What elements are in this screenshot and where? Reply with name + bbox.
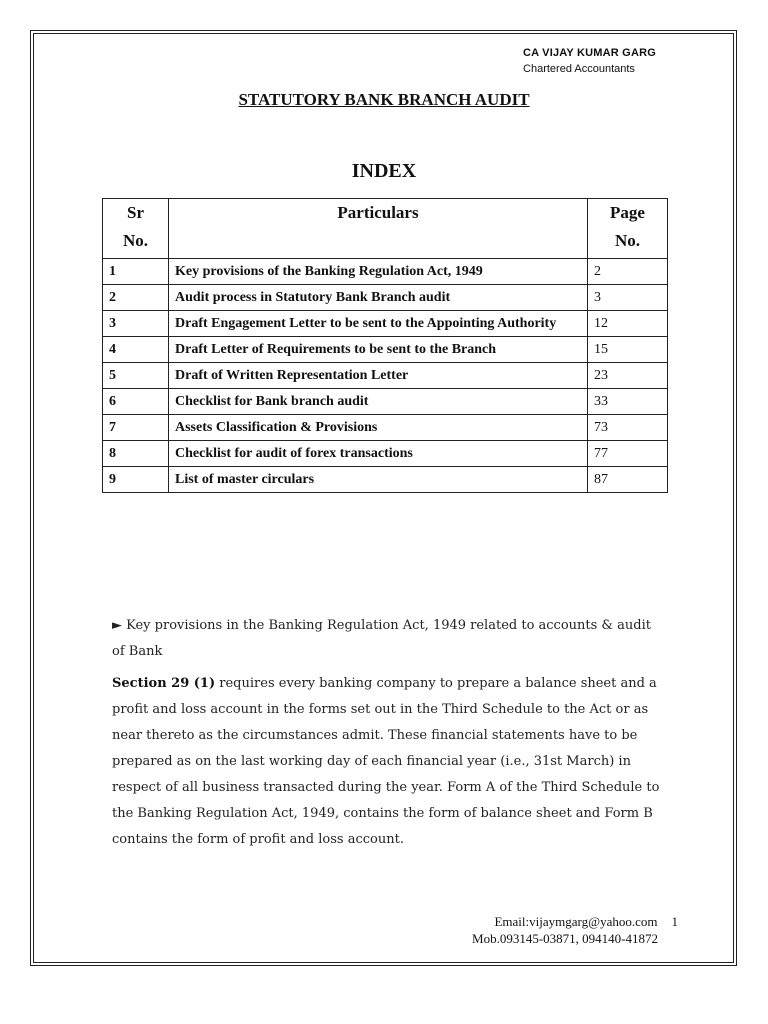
row-particular: Checklist for Bank branch audit bbox=[169, 389, 588, 415]
header-page-no bbox=[588, 199, 668, 259]
row-sr: 4 bbox=[103, 337, 169, 363]
table-row bbox=[103, 259, 668, 285]
row-page: 15 bbox=[588, 337, 668, 363]
index-heading: INDEX bbox=[351, 160, 417, 182]
table-row bbox=[103, 311, 668, 337]
row-sr: 8 bbox=[103, 441, 169, 467]
page-number: 1 bbox=[671, 914, 678, 929]
row-page: 77 bbox=[588, 441, 668, 467]
index-table bbox=[102, 198, 668, 493]
row-particular: Key provisions of the Banking Regulation Act, 1949 bbox=[169, 259, 588, 285]
row-particular: Draft Letter of Requirements to be sent to the Branch bbox=[169, 337, 588, 363]
row-page: 33 bbox=[588, 389, 668, 415]
footer-email: Email:vijaymgarg@yahoo.com bbox=[494, 914, 658, 929]
document-title: STATUTORY BANK BRANCH AUDIT bbox=[238, 90, 530, 109]
firm-header bbox=[523, 45, 656, 77]
table-row bbox=[103, 389, 668, 415]
row-page: 2 bbox=[588, 259, 668, 285]
row-page: 73 bbox=[588, 415, 668, 441]
header-sr-line2: No. bbox=[122, 231, 149, 250]
table-row bbox=[103, 441, 668, 467]
index-table-header-row bbox=[103, 199, 668, 259]
row-page: 12 bbox=[588, 311, 668, 337]
row-sr: 9 bbox=[103, 467, 169, 493]
header-sr-no bbox=[103, 199, 169, 259]
header-particulars: Particulars bbox=[169, 199, 588, 259]
intro-paragraph: ► Key provisions in the Banking Regulation Act, 1949 related to accounts & audit of Bank bbox=[112, 618, 651, 659]
row-sr: 7 bbox=[103, 415, 169, 441]
footer-line1 bbox=[472, 913, 678, 930]
row-page: 3 bbox=[588, 285, 668, 311]
row-particular: List of master circulars bbox=[169, 467, 588, 493]
header-page-line2: No. bbox=[614, 231, 641, 250]
table-row bbox=[103, 467, 668, 493]
table-row bbox=[103, 415, 668, 441]
row-sr: 3 bbox=[103, 311, 169, 337]
row-sr: 1 bbox=[103, 259, 169, 285]
header-sr-line1: Sr bbox=[127, 203, 144, 222]
firm-name: CA VIJAY KUMAR GARG bbox=[523, 47, 656, 59]
row-page: 87 bbox=[588, 467, 668, 493]
row-particular: Draft of Written Representation Letter bbox=[169, 363, 588, 389]
row-sr: 6 bbox=[103, 389, 169, 415]
section-text: requires every banking company to prepare a balance sheet and a profit and loss account in the forms set out in the Third Schedule to the Act or as near thereto as the circumstances admit. These financial statements have to be prepared as on the last working day of each financial year (i.e., 31st March) in respect of all business transacted during the year. Form A of the Third Schedule to the Banking Regulation Act, 1949, contains the form of balance sheet and Form B contains the form of profit and loss account. bbox=[112, 676, 660, 847]
table-row bbox=[103, 285, 668, 311]
table-row bbox=[103, 363, 668, 389]
row-page: 23 bbox=[588, 363, 668, 389]
row-particular: Checklist for audit of forex transactions bbox=[169, 441, 588, 467]
firm-subtitle: Chartered Accountants bbox=[523, 63, 635, 75]
table-row bbox=[103, 337, 668, 363]
footer-mobile: Mob.093145-03871, 094140-41872 bbox=[472, 931, 658, 946]
row-particular: Draft Engagement Letter to be sent to the Appointing Authority bbox=[169, 311, 588, 337]
section-paragraph bbox=[112, 671, 660, 853]
row-sr: 5 bbox=[103, 363, 169, 389]
header-page-line1: Page bbox=[610, 203, 645, 222]
row-particular: Audit process in Statutory Bank Branch audit bbox=[169, 285, 588, 311]
row-sr: 2 bbox=[103, 285, 169, 311]
section-label: Section 29 (1) bbox=[112, 676, 216, 691]
body-text bbox=[112, 613, 660, 859]
row-particular: Assets Classification & Provisions bbox=[169, 415, 588, 441]
page-footer bbox=[472, 913, 678, 947]
